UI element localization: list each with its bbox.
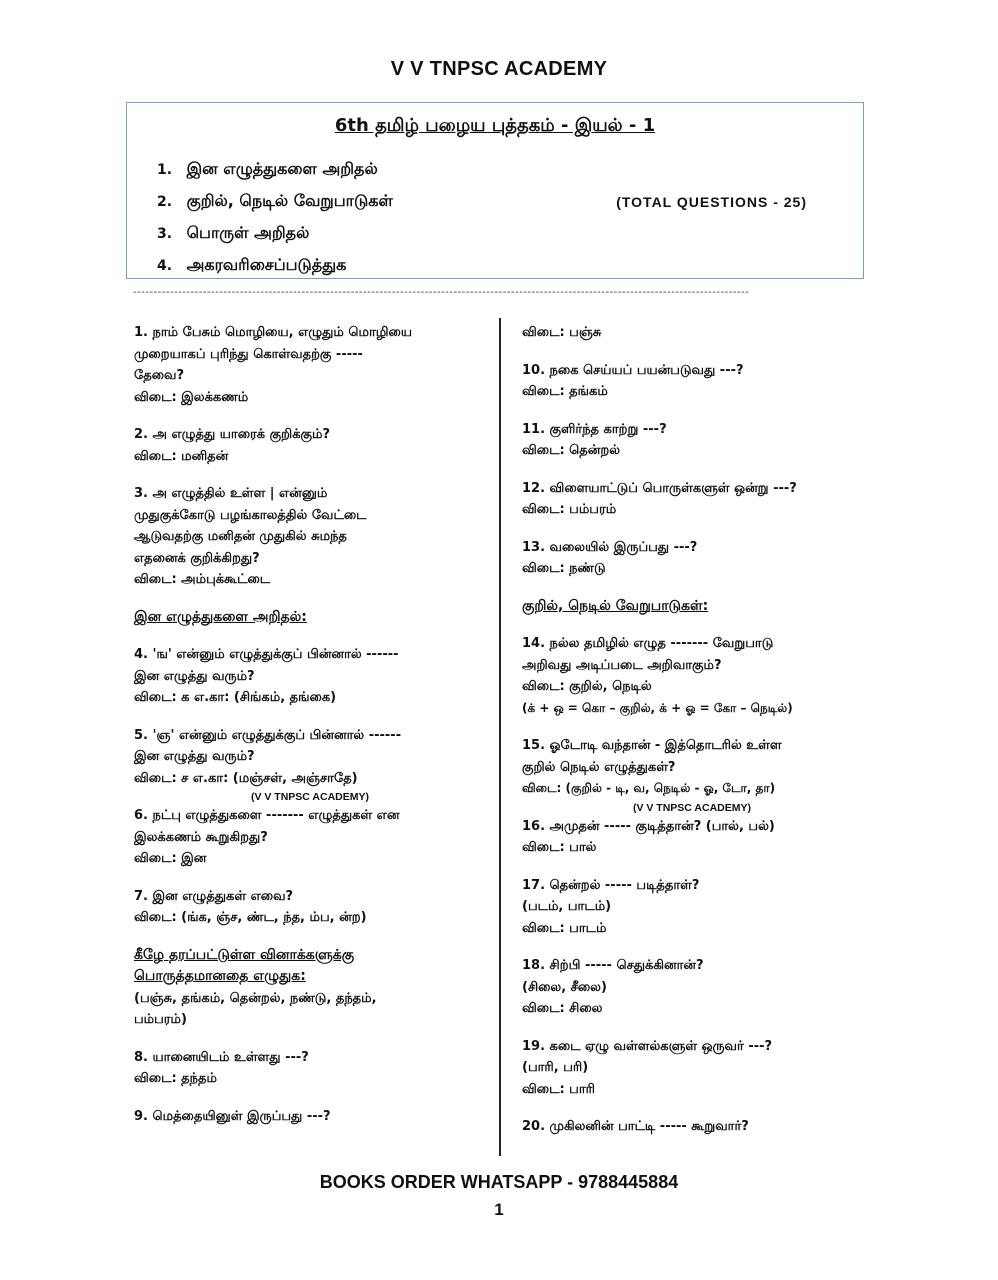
topic-item: 4. அகரவரிசைப்படுத்துக xyxy=(157,255,347,274)
question-7: 7. இன எழுத்துகள் எவை? விடை: (ங்க, ஞ்ச, ண்ட, ந்த, ம்ப, ன்ற) xyxy=(134,888,367,925)
question-14: 14. நல்ல தமிழில் எழுத ------- வேறுபாடு அறிவது அடிப்படை அறிவாகும்? விடை: குறில், நெடில் (க் + ஒ = கொ – குறில், க் + ஓ = கோ – நெடில்) xyxy=(522,636,793,715)
topic-item: 3. பொருள் அறிதல் xyxy=(157,223,310,242)
question-2: 2. அ எழுத்து யாரைக் குறிக்கும்? விடை: மனிதன் xyxy=(134,427,331,464)
column-divider xyxy=(499,318,501,1156)
topic-box xyxy=(126,102,864,279)
question-9: 9. மெத்தையினுள் இருப்பது ---? xyxy=(134,1108,331,1124)
total-questions: (TOTAL QUESTIONS - 25) xyxy=(616,194,807,210)
question-12: 12. விளையாட்டுப் பொருள்களுள் ஒன்று ---? விடை: பம்பரம் xyxy=(522,480,797,517)
section-heading: கீழே தரப்பட்டுள்ள வினாக்களுக்கு பொருத்தமானதை எழுதுக: xyxy=(134,946,355,984)
answer-9: விடை: பஞ்சு xyxy=(522,325,602,340)
academy-header: V V TNPSC ACADEMY xyxy=(390,58,608,80)
right-column xyxy=(522,322,862,1154)
question-13: 13. வலையில் இருப்பது ---? விடை: நண்டு xyxy=(522,539,698,576)
topic-item: 2. குறில், நெடில் வேறுபாடுகள் xyxy=(157,191,393,210)
book-title: 6th தமிழ் பழைய புத்தகம் - இயல் - 1 xyxy=(334,115,656,136)
question-10: 10. நகை செய்யப் பயன்படுவது ---? விடை: தங்கம் xyxy=(522,362,744,399)
books-order-footer: BOOKS ORDER WHATSAPP - 9788445884 xyxy=(319,1172,679,1192)
question-20: 20. முகிலனின் பாட்டி ----- கூறுவார்? xyxy=(522,1119,749,1134)
question-1: 1. நாம் பேசும் மொழியை, எழுதும் மொழியை முறையாகப் புரிந்து கொள்வதற்கு ----- தேவை? விடை: இலக்கணம் xyxy=(134,325,412,405)
question-18: 18. சிற்பி ----- செதுக்கினான்? (சிலை, சீலை) விடை: சிலை xyxy=(522,958,704,1016)
dashed-divider: ------------------------------------------------------------------------------------------------------------------------------------------------------ xyxy=(133,287,750,298)
answer-options: (பஞ்சு, தங்கம், தென்றல், நண்டு, தந்தம், பம்பரம்) xyxy=(134,990,377,1027)
question-5: 5. 'ஞ' என்னும் எழுத்துக்குப் பின்னால் ------ இன எழுத்து வரும்? விடை: ச எ.கா: (மஞ்சள், அஞ்சாதே) xyxy=(134,727,402,786)
topic-list xyxy=(157,159,393,287)
question-3: 3. அ எழுத்தில் உள்ள | என்னும் முதுகுக்கோடு பழங்காலத்தில் வேட்டை ஆடுவதற்கு மனிதன் முதுகில் சுமந்த எதனைக் குறிக்கிறது? விடை: அம்புக்கூட்டை xyxy=(134,486,367,587)
watermark-text: (V V TNPSC ACADEMY) xyxy=(250,791,370,803)
question-16: 16. அமுதன் ----- குடித்தான்? (பால், பல்) விடை: பால் xyxy=(522,818,775,855)
watermark-text: (V V TNPSC ACADEMY) xyxy=(632,801,752,814)
section-heading: குறில், நெடில் வேறுபாடுகள்: xyxy=(522,597,709,614)
question-6: 6. நட்பு எழுத்துகளை ------- எழுத்துகள் என இலக்கணம் கூறுகிறது? விடை: இன xyxy=(134,808,400,866)
page-number: 1 xyxy=(494,1200,504,1219)
question-15: 15. ஓடோடி வந்தான் - இத்தொடரில் உள்ள குறில் நெடில் எழுத்துகள்? விடை: (குறில் - டி, வ, நெடில் - ஓ, டோ, தா) xyxy=(522,738,782,795)
question-4: 4. 'ங' என்னும் எழுத்துக்குப் பின்னால் ------ இன எழுத்து வரும்? விடை: க எ.கா: (சிங்கம், தங்கை) xyxy=(134,647,399,705)
question-8: 8. யானையிடம் உள்ளது ---? விடை: தந்தம் xyxy=(134,1049,309,1086)
question-19: 19. கடை ஏழு வள்ளல்களுள் ஒருவர் ---? (பாரி, பரி) விடை: பாரி xyxy=(522,1038,773,1097)
topic-item: 1. இன எழுத்துகளை அறிதல் xyxy=(157,159,378,178)
question-17: 17. தென்றல் ----- படித்தாள்? (படம், பாடம்) விடை: பாடம் xyxy=(522,877,700,936)
left-column xyxy=(134,322,486,1143)
question-11: 11. குளிர்ந்த காற்று ---? விடை: தென்றல் xyxy=(522,421,667,458)
section-heading: இன எழுத்துகளை அறிதல்: xyxy=(134,608,307,625)
